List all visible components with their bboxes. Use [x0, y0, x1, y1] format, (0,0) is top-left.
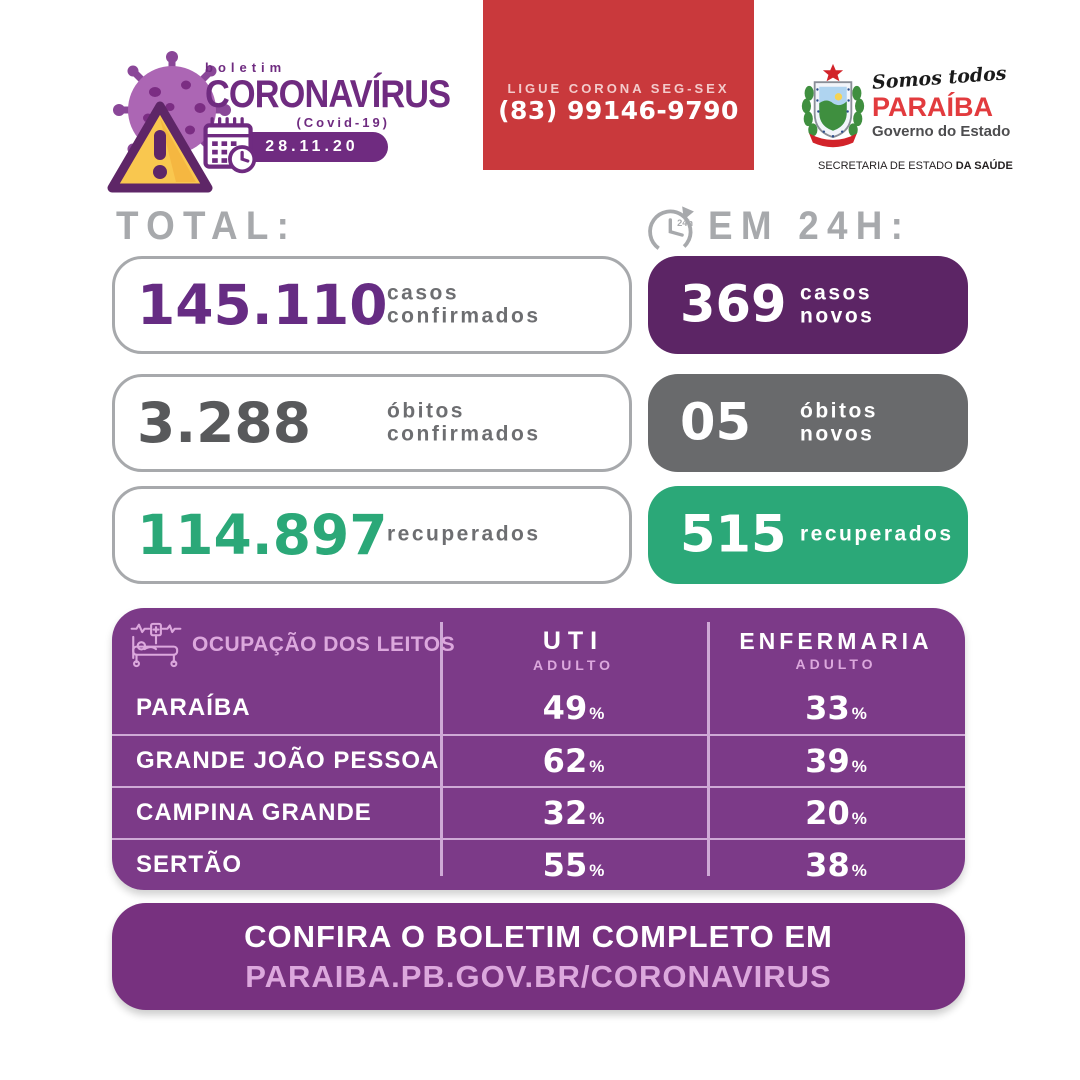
total-recovered-label-line1: recuperados	[387, 522, 541, 546]
hotline-label: LIGUE CORONA SEG-SEX	[507, 80, 730, 96]
total-recovered-label	[387, 524, 541, 547]
new-recovered-box	[648, 486, 968, 584]
region-name: GRANDE JOÃO PESSOA	[136, 747, 440, 774]
boletim-label: boletim	[205, 60, 287, 75]
new-deaths-box	[648, 374, 968, 472]
uti-value: 55	[542, 846, 588, 884]
uti-value-cell	[440, 794, 707, 832]
enfermaria-value-cell	[707, 689, 965, 727]
table-row-grande-joao-pessoa	[112, 734, 965, 786]
table-row-paraiba	[112, 682, 965, 734]
enfermaria-value-cell	[707, 846, 965, 884]
table-row-sertao	[112, 838, 965, 890]
uti-value: 62	[542, 742, 588, 780]
footer-banner	[112, 903, 965, 1010]
gov-wordmark	[871, 62, 1011, 140]
hotline-phone: (83) 99146-9790	[498, 95, 739, 125]
footer-url: PARAIBA.PB.GOV.BR/CORONAVIRUS	[245, 958, 832, 994]
last24h-heading: EM 24H:	[708, 204, 912, 248]
paraiba-coat-of-arms	[800, 58, 866, 154]
percent-sign: %	[851, 757, 867, 776]
date-pill	[236, 132, 388, 162]
uti-value: 32	[542, 794, 588, 832]
enfermaria-value: 38	[805, 846, 850, 884]
gov-secretariat-bold: DA SAÚDE	[955, 160, 1013, 172]
percent-sign: %	[589, 861, 605, 880]
col-enfermaria-line1: ENFERMARIA	[739, 628, 933, 654]
uti-value-cell	[440, 846, 707, 884]
total-cases-value: 145.110	[137, 273, 388, 337]
bed-occupancy-table	[112, 608, 965, 890]
total-recovered-box	[112, 486, 632, 584]
total-recovered-value: 114.897	[137, 503, 388, 567]
enfermaria-value: 20	[805, 794, 850, 832]
new-cases-box	[648, 256, 968, 354]
new-deaths-value: 05	[680, 393, 751, 453]
gov-secretariat	[818, 160, 1018, 172]
percent-sign: %	[851, 809, 867, 828]
col-uti-line2: ADULTO	[532, 657, 615, 673]
total-cases-label-line2: confirmados	[387, 304, 541, 327]
total-deaths-label-line1: óbitos	[387, 399, 465, 423]
percent-sign: %	[589, 809, 605, 828]
region-name: CAMPINA GRANDE	[136, 799, 372, 826]
percent-sign: %	[589, 704, 605, 723]
enfermaria-value: 33	[805, 689, 850, 727]
total-deaths-label	[387, 400, 541, 445]
clock-24h-label: 24h	[677, 217, 694, 228]
total-deaths-label-line2: confirmados	[387, 422, 541, 445]
table-title-cell	[112, 608, 456, 682]
bulletin-subtitle: (Covid-19)	[296, 115, 390, 130]
new-cases-value: 369	[680, 275, 787, 335]
new-recovered-label-line1: recuperados	[800, 522, 954, 546]
footer-message: CONFIRA O BOLETIM COMPLETO EM	[244, 918, 833, 954]
gov-slogan: Somos todos	[871, 62, 1008, 94]
percent-sign: %	[589, 757, 605, 776]
enfermaria-value: 39	[805, 742, 850, 780]
gov-label: Governo do Estado	[872, 123, 1011, 140]
hotline-box	[483, 0, 754, 170]
total-cases-label-line1: casos	[387, 281, 460, 305]
clock-24h-icon	[644, 203, 700, 257]
total-deaths-value: 3.288	[137, 391, 311, 455]
uti-value-cell	[440, 742, 707, 780]
col-enfermaria-line2: ADULTO	[795, 656, 877, 672]
total-cases-box	[112, 256, 632, 354]
region-name: PARAÍBA	[136, 694, 251, 721]
col-enfermaria-header	[707, 608, 965, 682]
region-name: SERTÃO	[136, 851, 243, 878]
new-cases-label-line2: novos	[800, 304, 875, 327]
new-deaths-label	[800, 400, 878, 445]
new-cases-label	[800, 282, 874, 327]
gov-secretariat-regular: SECRETARIA DE ESTADO	[818, 160, 956, 172]
total-deaths-box	[112, 374, 632, 472]
new-cases-label-line1: casos	[800, 281, 873, 305]
enfermaria-value-cell	[707, 794, 965, 832]
gov-state-name: PARAÍBA	[872, 92, 993, 122]
total-cases-label	[387, 282, 541, 327]
table-row-campina-grande	[112, 786, 965, 838]
new-deaths-label-line2: novos	[800, 422, 875, 445]
col-uti-line1: UTI	[542, 627, 605, 655]
hospital-bed-icon	[130, 621, 182, 669]
new-recovered-value: 515	[680, 505, 787, 565]
enfermaria-value-cell	[707, 742, 965, 780]
table-title: OCUPAÇÃO DOS LEITOS	[192, 633, 456, 656]
total-heading: TOTAL:	[116, 204, 298, 248]
calendar-clock-icon	[200, 116, 258, 176]
new-deaths-label-line1: óbitos	[800, 399, 878, 423]
uti-value: 49	[542, 689, 588, 727]
table-header	[112, 608, 965, 682]
bulletin-date: 28.11.20	[265, 138, 359, 155]
new-recovered-label	[800, 524, 954, 547]
percent-sign: %	[851, 861, 867, 880]
bulletin-title: CORONAVÍRUS	[205, 73, 451, 116]
percent-sign: %	[851, 704, 867, 723]
col-uti-header	[440, 608, 707, 682]
uti-value-cell	[440, 689, 707, 727]
